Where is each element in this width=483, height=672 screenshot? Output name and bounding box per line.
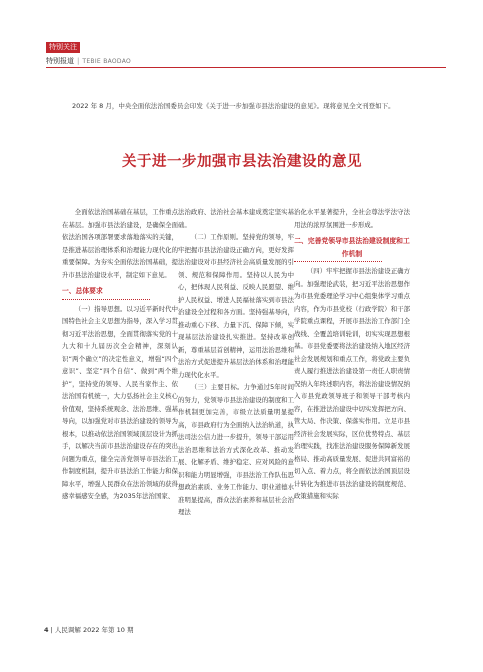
body-paragraph: （三）主要目标。力争通过5年时间的努力，党领导市县法治建设的制度和工作机制更加完善，市级立法质量明显提高，市县政府行为全面纳入法治轨道，执法司法公信力进一步提升，领导干部运用法治思维和法治方式深化改革、推动发展、化解矛盾、维护稳定、应对风险的意识和能力明显增强，市县法治工作队伍思想政治素质、业务工作能力、职业道德水准明显提高，群众法治素养和基层社会治理法 [178,383,294,516]
section-name [46,56,131,66]
section-separator: | [77,57,80,65]
page-footer [44,625,133,634]
body-paragraph: （二）工作原则。坚持党的领导，牢牢把握市县法治建设正确方向，更好发挥法治建设对市县经济社会高质量发展的引领、规范和保障作用。坚持以人民为中心，把体现人民利益、反映人民愿望、维护人民权益、增进人民福祉落实到市县法治建设全过程和各方面。坚持强基导向，推动重心下移、力量下沉、保障下倾，实现基层法治建设扎实推进。坚持改革创新，尊重基层首创精神，运用法治思维和法治方式促进提升基层法治体系和治理能力现代化水平。 [178,233,294,379]
section-title: 特别报道 [46,57,74,65]
magazine-name: 人民调解 [54,626,81,634]
text-column-1 [62,206,178,503]
section-title-en: TEBIE BAODAO [82,58,132,65]
special-focus-badge: 特别关注 [46,42,80,53]
lead-paragraph [46,100,438,112]
section-heading: 一、总体要求 [62,285,178,300]
lead-text: 2022 年 8 月，中央全面依法治国委员会印发《关于进一步加强市县法治建设的意见》。现将意见全文刊登如下。 [72,102,395,110]
page-number: 4 [44,626,49,634]
body-paragraph: （一）指导思想。以习近平新时代中国特色社会主义思想为指导，深入学习贯彻习近平法治思想，全面贯彻落实党的十九大和十九届历次全会精神，深刻认识“两个确立”的决定性意义，增强“四个意识”、坚定“四个自信”、做到“两个维护”，坚持党的领导、人民当家作主、依法治国有机统一，大力弘扬社会主义核心价值观，坚持系统观念、法治思维、强基导向，以加强党对市县法治建设的领导为根本，以推动依法治国领域顶层设计为抓手，以解决当前市县法治建设存在的突出问题为重点，健全完善党领导市县法治工作制度机制，提升市县法治工作能力和保障水平，增强人民群众在法治领域的获得感幸福感安全感，为2035年法治国家、 [62,304,178,500]
article-title: 关于进一步加强市县法治建设的意见 [122,154,362,170]
body-paragraph: （四）牢牢把握市县法治建设正确方向。加强理论武装，把习近平法治思想作为市县党委理论学习中心组集体学习重点内容，作为市县党校（行政学院）和干部学院重点课程，开展市县法治工作部门全战线、全覆盖培训轮训，切实实现思想根基。市县党委要将法治建设纳入地区经济社会发展规划和重点工作，将党政主要负责人履行推进法治建设第一责任人职责情况纳入年终述职内容，将法治建设情况纳入市县党政领导班子和领导干部考核内容，在推进法治建设中切实发挥把方向、管大局、作决策、保落实作用。立足市县经济社会发展实际，区位优势特点、基层治理实践，找准法治建设服务保障新发展格局、推动高质量发展、促进共同富裕的切入点、着力点，将全面依法治国顶层设计转化为推进市县法治建设的制度规范、政策措施和实际 [294,267,410,500]
body-paragraph: 全面依法治国基础在基层，工作重点在基层。加强市县法治建设，是确保全面依法治国各项部署要求落地落实的关键，是推进基层治理体系和治理能力现代化的重要保障。为夯实全面依法治国基础，提升市县法治建设水平，制定如下意见。 [62,208,178,279]
footer-separator: | [50,626,55,634]
body-paragraph: 法治政府、法治社会基本建成奠定坚实基础。 [178,208,294,229]
header-rule [46,67,446,68]
text-column-3 [294,206,410,503]
issue-label: 2022 年第 10 期 [82,626,134,634]
text-column-2 [178,206,294,519]
body-paragraph: 治化水平显著提升，全社会尊法学法守法用法的浓厚氛围进一步形成。 [294,208,410,229]
section-heading: 二、完善党领导市县法治建设制度和工作机制 [294,235,410,262]
